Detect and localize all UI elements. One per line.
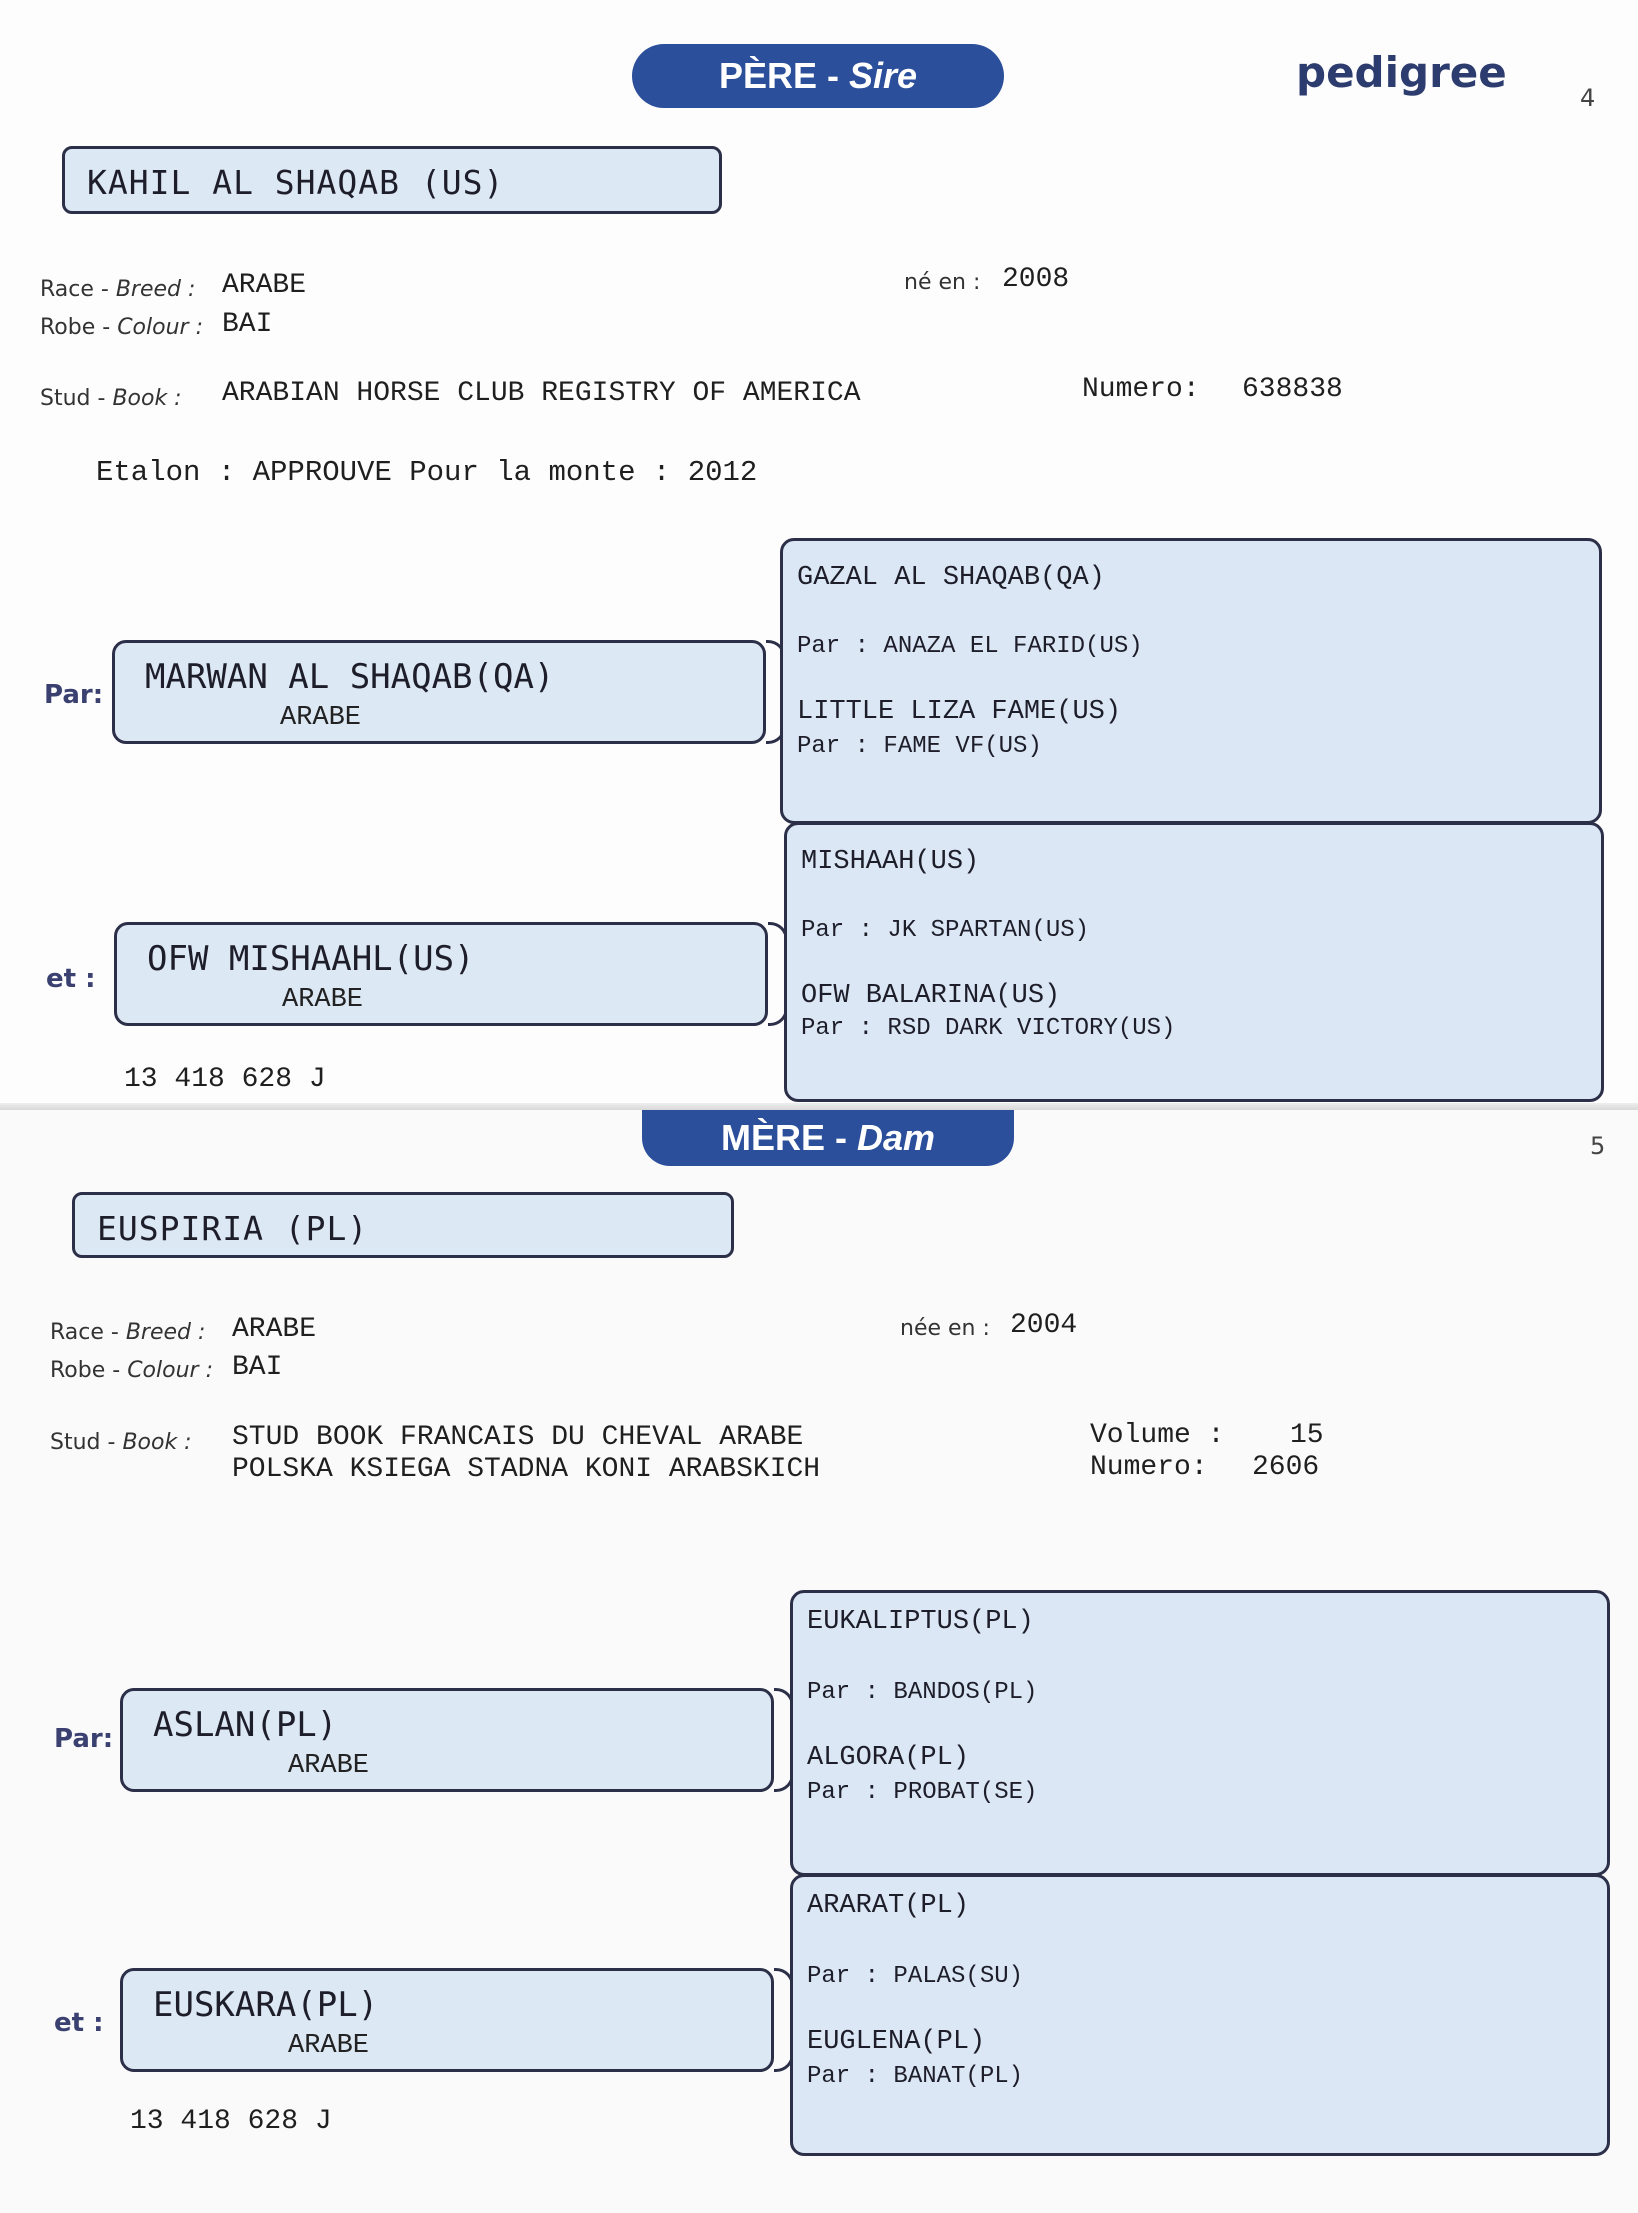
dam-par-label: Par: — [54, 1724, 114, 1754]
page-number-5: 5 — [1590, 1132, 1606, 1160]
dam-tab — [642, 1110, 1014, 1166]
dam-numero-label: Numero: — [1090, 1452, 1208, 1483]
dam-grandsire-par: Par : JK SPARTAN(US) — [801, 917, 1090, 944]
dam-studbook-label: Stud - Book : — [50, 1430, 192, 1455]
dam-sire-parents-box — [790, 1590, 1610, 1876]
dam-tab-main: MÈRE - — [720, 1117, 847, 1158]
dam-sire-box — [120, 1688, 774, 1792]
dam-name: OFW MISHAAHL(US) — [147, 939, 475, 979]
born-value: 2008 — [1002, 264, 1070, 295]
dam-sire-breed: ARABE — [288, 1751, 370, 1781]
sire-name: MARWAN AL SHAQAB(QA) — [145, 657, 555, 697]
studbook-label: Stud - Book : — [40, 386, 182, 411]
dam-box — [114, 922, 768, 1026]
dam-breed: ARABE — [282, 985, 364, 1015]
breed-label: Race - Breed : — [40, 277, 196, 302]
stallion-approval: Etalon : APPROUVE Pour la monte : 2012 — [96, 456, 758, 489]
born-label: né en : — [904, 270, 981, 295]
dam-dam-granddam-par: Par : BANAT(PL) — [807, 2063, 1024, 2090]
dam-dam-grandsire-par: Par : PALAS(SU) — [807, 1963, 1024, 1990]
dam-numero-value: 2606 — [1252, 1452, 1320, 1483]
horse-name: KAHIL AL SHAQAB (US) — [87, 163, 505, 202]
dam-born-value: 2004 — [1010, 1310, 1078, 1341]
dam-colour-value: BAI — [232, 1352, 283, 1383]
grandsire-name: GAZAL AL SHAQAB(QA) — [797, 563, 1105, 593]
registration-number: 13 418 628 J — [124, 1064, 326, 1095]
sire-tab-sub: Sire — [848, 55, 918, 96]
volume-label: Volume : — [1090, 1420, 1225, 1451]
dam-breed-label: Race - Breed : — [50, 1320, 206, 1345]
dam-tab-sub: Dam — [856, 1117, 936, 1158]
et-label: et : — [46, 964, 96, 994]
dam-studbook-line1: STUD BOOK FRANCAIS DU CHEVAL ARABE — [232, 1422, 804, 1453]
colour-label: Robe - Colour : — [40, 315, 203, 340]
par-label: Par: — [44, 680, 104, 710]
volume-value: 15 — [1290, 1420, 1324, 1451]
dam-sire-granddam-name: ALGORA(PL) — [807, 1743, 970, 1773]
dam-dam-parents-box — [790, 1874, 1610, 2156]
dam-sire-name: ASLAN(PL) — [153, 1705, 338, 1745]
dam-dam-grandsire-name: ARARAT(PL) — [807, 1891, 970, 1921]
dam-dam-breed: ARABE — [288, 2031, 370, 2061]
dam-sire-grandsire-name: EUKALIPTUS(PL) — [807, 1607, 1034, 1637]
dam-registration-number: 13 418 628 J — [130, 2106, 332, 2137]
dam-born-label: née en : — [900, 1316, 990, 1341]
breed-value: ARABE — [222, 270, 307, 301]
dam-granddam-par: Par : RSD DARK VICTORY(US) — [801, 1015, 1176, 1042]
dam-dam-name: EUSKARA(PL) — [153, 1985, 379, 2025]
sire-tab — [632, 44, 1004, 108]
studbook-value: ARABIAN HORSE CLUB REGISTRY OF AMERICA — [222, 378, 861, 409]
dam-et-label: et : — [54, 2008, 104, 2038]
pedigree-header: pedigree — [1296, 48, 1507, 97]
granddam-name: LITTLE LIZA FAME(US) — [797, 697, 1122, 727]
dam-breed-value: ARABE — [232, 1314, 317, 1345]
numero-value: 638838 — [1242, 374, 1343, 405]
horse-name-box — [62, 146, 722, 214]
dam-sire-granddam-par: Par : PROBAT(SE) — [807, 1779, 1038, 1806]
sire-breed: ARABE — [280, 703, 362, 733]
dam-horse-name: EUSPIRIA (PL) — [97, 1209, 369, 1248]
colour-value: BAI — [222, 309, 273, 340]
sire-box — [112, 640, 766, 744]
dam-parents-box — [784, 822, 1604, 1102]
granddam-par: Par : FAME VF(US) — [797, 733, 1042, 760]
dam-sire-grandsire-par: Par : BANDOS(PL) — [807, 1679, 1038, 1706]
dam-dam-box — [120, 1968, 774, 2072]
dam-grandsire-name: MISHAAH(US) — [801, 847, 980, 877]
numero-label: Numero: — [1082, 374, 1200, 405]
sire-parents-box — [780, 538, 1602, 824]
dam-page — [0, 1110, 1638, 2213]
dam-dam-granddam-name: EUGLENA(PL) — [807, 2027, 986, 2057]
sire-tab-main: PÈRE - — [718, 55, 839, 96]
grandsire-par: Par : ANAZA EL FARID(US) — [797, 633, 1143, 660]
dam-studbook-line2: POLSKA KSIEGA STADNA KONI ARABSKICH — [232, 1454, 821, 1485]
page-number: 4 — [1580, 84, 1596, 112]
dam-colour-label: Robe - Colour : — [50, 1358, 213, 1383]
dam-granddam-name: OFW BALARINA(US) — [801, 981, 1061, 1011]
dam-horse-name-box — [72, 1192, 734, 1258]
